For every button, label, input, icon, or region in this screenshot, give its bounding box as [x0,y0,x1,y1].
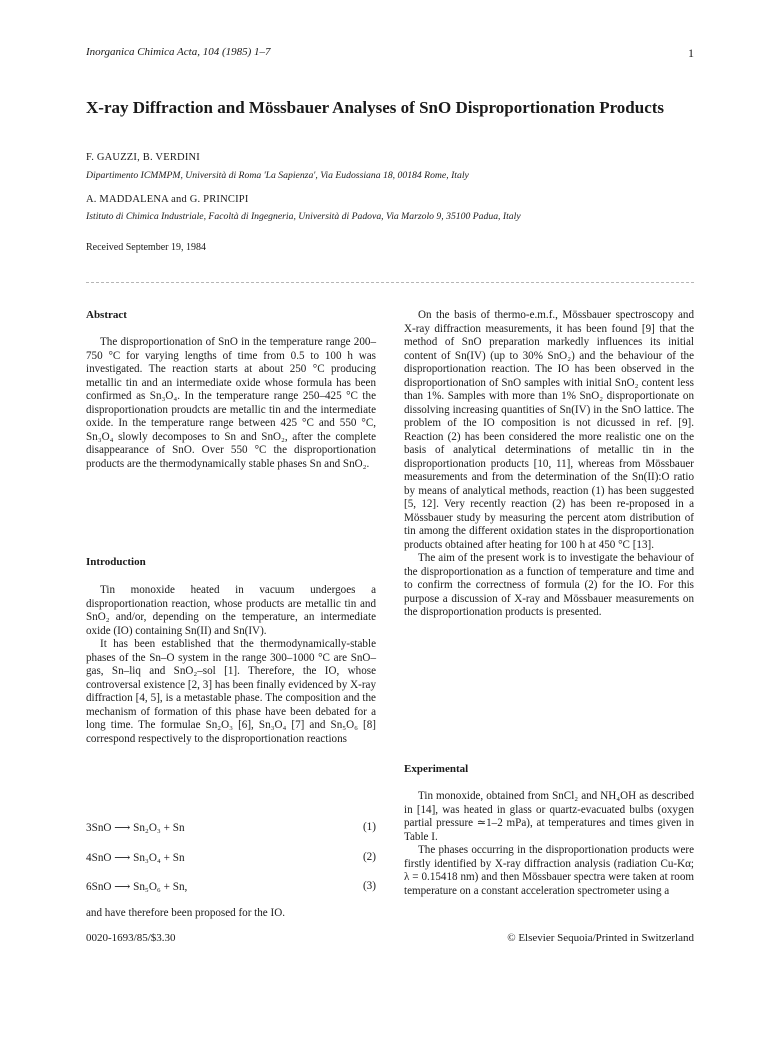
received-date: Received September 19, 1984 [86,242,206,253]
article-code: 0020-1693/85/$3.30 [86,932,176,944]
equation-3-expression: 6SnO ⟶ Sn₅O₆ + Sn, [86,881,188,893]
equation-3-number: (3) [362,880,376,892]
equation-2 [86,851,376,867]
equation-1 [86,821,376,837]
author-line-1: F. GAUZZI, B. VERDINI [86,152,200,163]
affiliation-2: Istituto di Chimica Industriale, Facoltà di Ingegneria, Università di Padova, Via Marzolo 9, 35100 Padua, Italy [86,211,521,222]
introduction-heading: Introduction [86,556,146,568]
right-column-lower [404,790,694,898]
equation-3 [86,880,376,896]
intro-paragraph-1: Tin monoxide heated in vacuum undergoes a disproportionation reaction, whose products are metallic tin and SnO₂ and/or, depending on the temperature, an intermediate oxide (IO) containing Sn(II) and Sn(IV). [86,584,376,637]
abstract-body [86,336,376,471]
intro-paragraph-2: It has been established that the thermodynamically-stable phases of the Sn–O system in the range 300–1000 °C are SnO–gas, Sn–liq and SnO₂–sol [1]. Therefore, the IO, whose controversal existence [2, 3] has been finally evidenced by X-ray diffraction [4, 5], is a metastable phase. The composition and the mechanism of formation of this phase have been debated for a long time. The formulae Sn₂O₃ [6], Sn₃O₄ [7] and Sn₅O₆ [8] correspond respectively to the disproportionation reactions [86,638,376,745]
equation-1-expression: 3SnO ⟶ Sn₂O₃ + Sn [86,822,185,834]
after-equations-text: and have therefore been proposed for the IO. [86,907,285,919]
header-divider [86,282,694,283]
equation-1-number: (1) [362,821,376,833]
page-number: 1 [688,46,694,60]
right-paragraph-1: On the basis of thermo-e.m.f., Mössbauer spectroscopy and X-ray diffraction measurements, it has been found [9] that the method of SnO preparation markedly influences its initial content of Sn(IV) (up to 30% SnO₂) and the behaviour of the disproportionation reaction. The IO has been observed in the disproportionation of SnO samples with initial SnO₂ content less than 1%. Samples with more than 1% SnO₂ disproportionate on dissolving increasing quantities of Sn(IV) in the SnO lattice. The problem of the IO composition is not dicussed in ref. [9]. Reaction (2) has been considered the more realistic one on the basis of analytical determinations of metallic tin in the disproportionation products [10, 11], whereas from Mössbauer measurements and from the determination of the Sn(II):O ratio by means of analytical methods, reaction (1) has been suggested [5, 12]. Very recently reaction (2) has been re-proposed in a Mössbauer study by measuring the percent atom distribution of tin among the different oxidation states in the disproportionation products obtained after heating for 100 h at 450 °C [13]. [404,309,694,551]
right-paragraph-2: The aim of the present work is to investigate the behaviour of the disproportionation as a function of temperature and time and to confirm the correctness of formula (2) for the IO. For this purpose a discussion of X-ray and Mössbauer measurements on the disproportionation products is presented. [404,552,694,618]
journal-citation: Inorganica Chimica Acta, 104 (1985) 1–7 [86,46,271,58]
copyright-notice: © Elsevier Sequoia/Printed in Switzerland [507,932,694,944]
experimental-paragraph-2: The phases occurring in the disproportionation products were firstly identified by X-ray diffraction analysis (radiation Cu-Kα; λ = 0.15418 nm) and then Mössbauer spectra were taken at room temperature on a constant acceleration spectrometer using a [404,844,694,897]
introduction-body [86,584,376,746]
equation-2-expression: 4SnO ⟶ Sn₃O₄ + Sn [86,852,185,864]
experimental-heading: Experimental [404,763,469,775]
abstract-text: The disproportionation of SnO in the temperature range 200–750 °C for varying lengths of time from 0.5 to 100 h was investigated. The reaction starts at about 250 °C producing metallic tin and an intermediate oxide whose formula has been confirmed as Sn₃O₄. In the temperature range 250–425 °C the disproportionation proudcts are metallic tin and the intermediate oxide. In the temperature range between 425 °C and 550 °C, Sn₃O₄ slowly decomposes to Sn and SnO₂, after the complete disappearance of SnO. Over 550 °C the disproportionation products are the thermodynamically stable phases Sn and SnO₂. [86,336,376,470]
author-line-2: A. MADDALENA and G. PRINCIPI [86,194,249,205]
right-column-upper [404,309,694,620]
abstract-heading: Abstract [86,309,127,321]
affiliation-1: Dipartimento ICMMPM, Università di Roma 'La Sapienza', Via Eudossiana 18, 00184 Rome, Italy [86,170,469,181]
experimental-paragraph-1: Tin monoxide, obtained from SnCl₂ and NH₄OH as described in [14], was heated in glass or quartz-evacuated bulbs (oxygen partial pressure ≃1–2 mPa), at temperatures and times given in Table I. [404,790,694,843]
equation-2-number: (2) [362,851,376,863]
paper-title: X-ray Diffraction and Mössbauer Analyses of SnO Disproportionation Products [86,98,665,117]
